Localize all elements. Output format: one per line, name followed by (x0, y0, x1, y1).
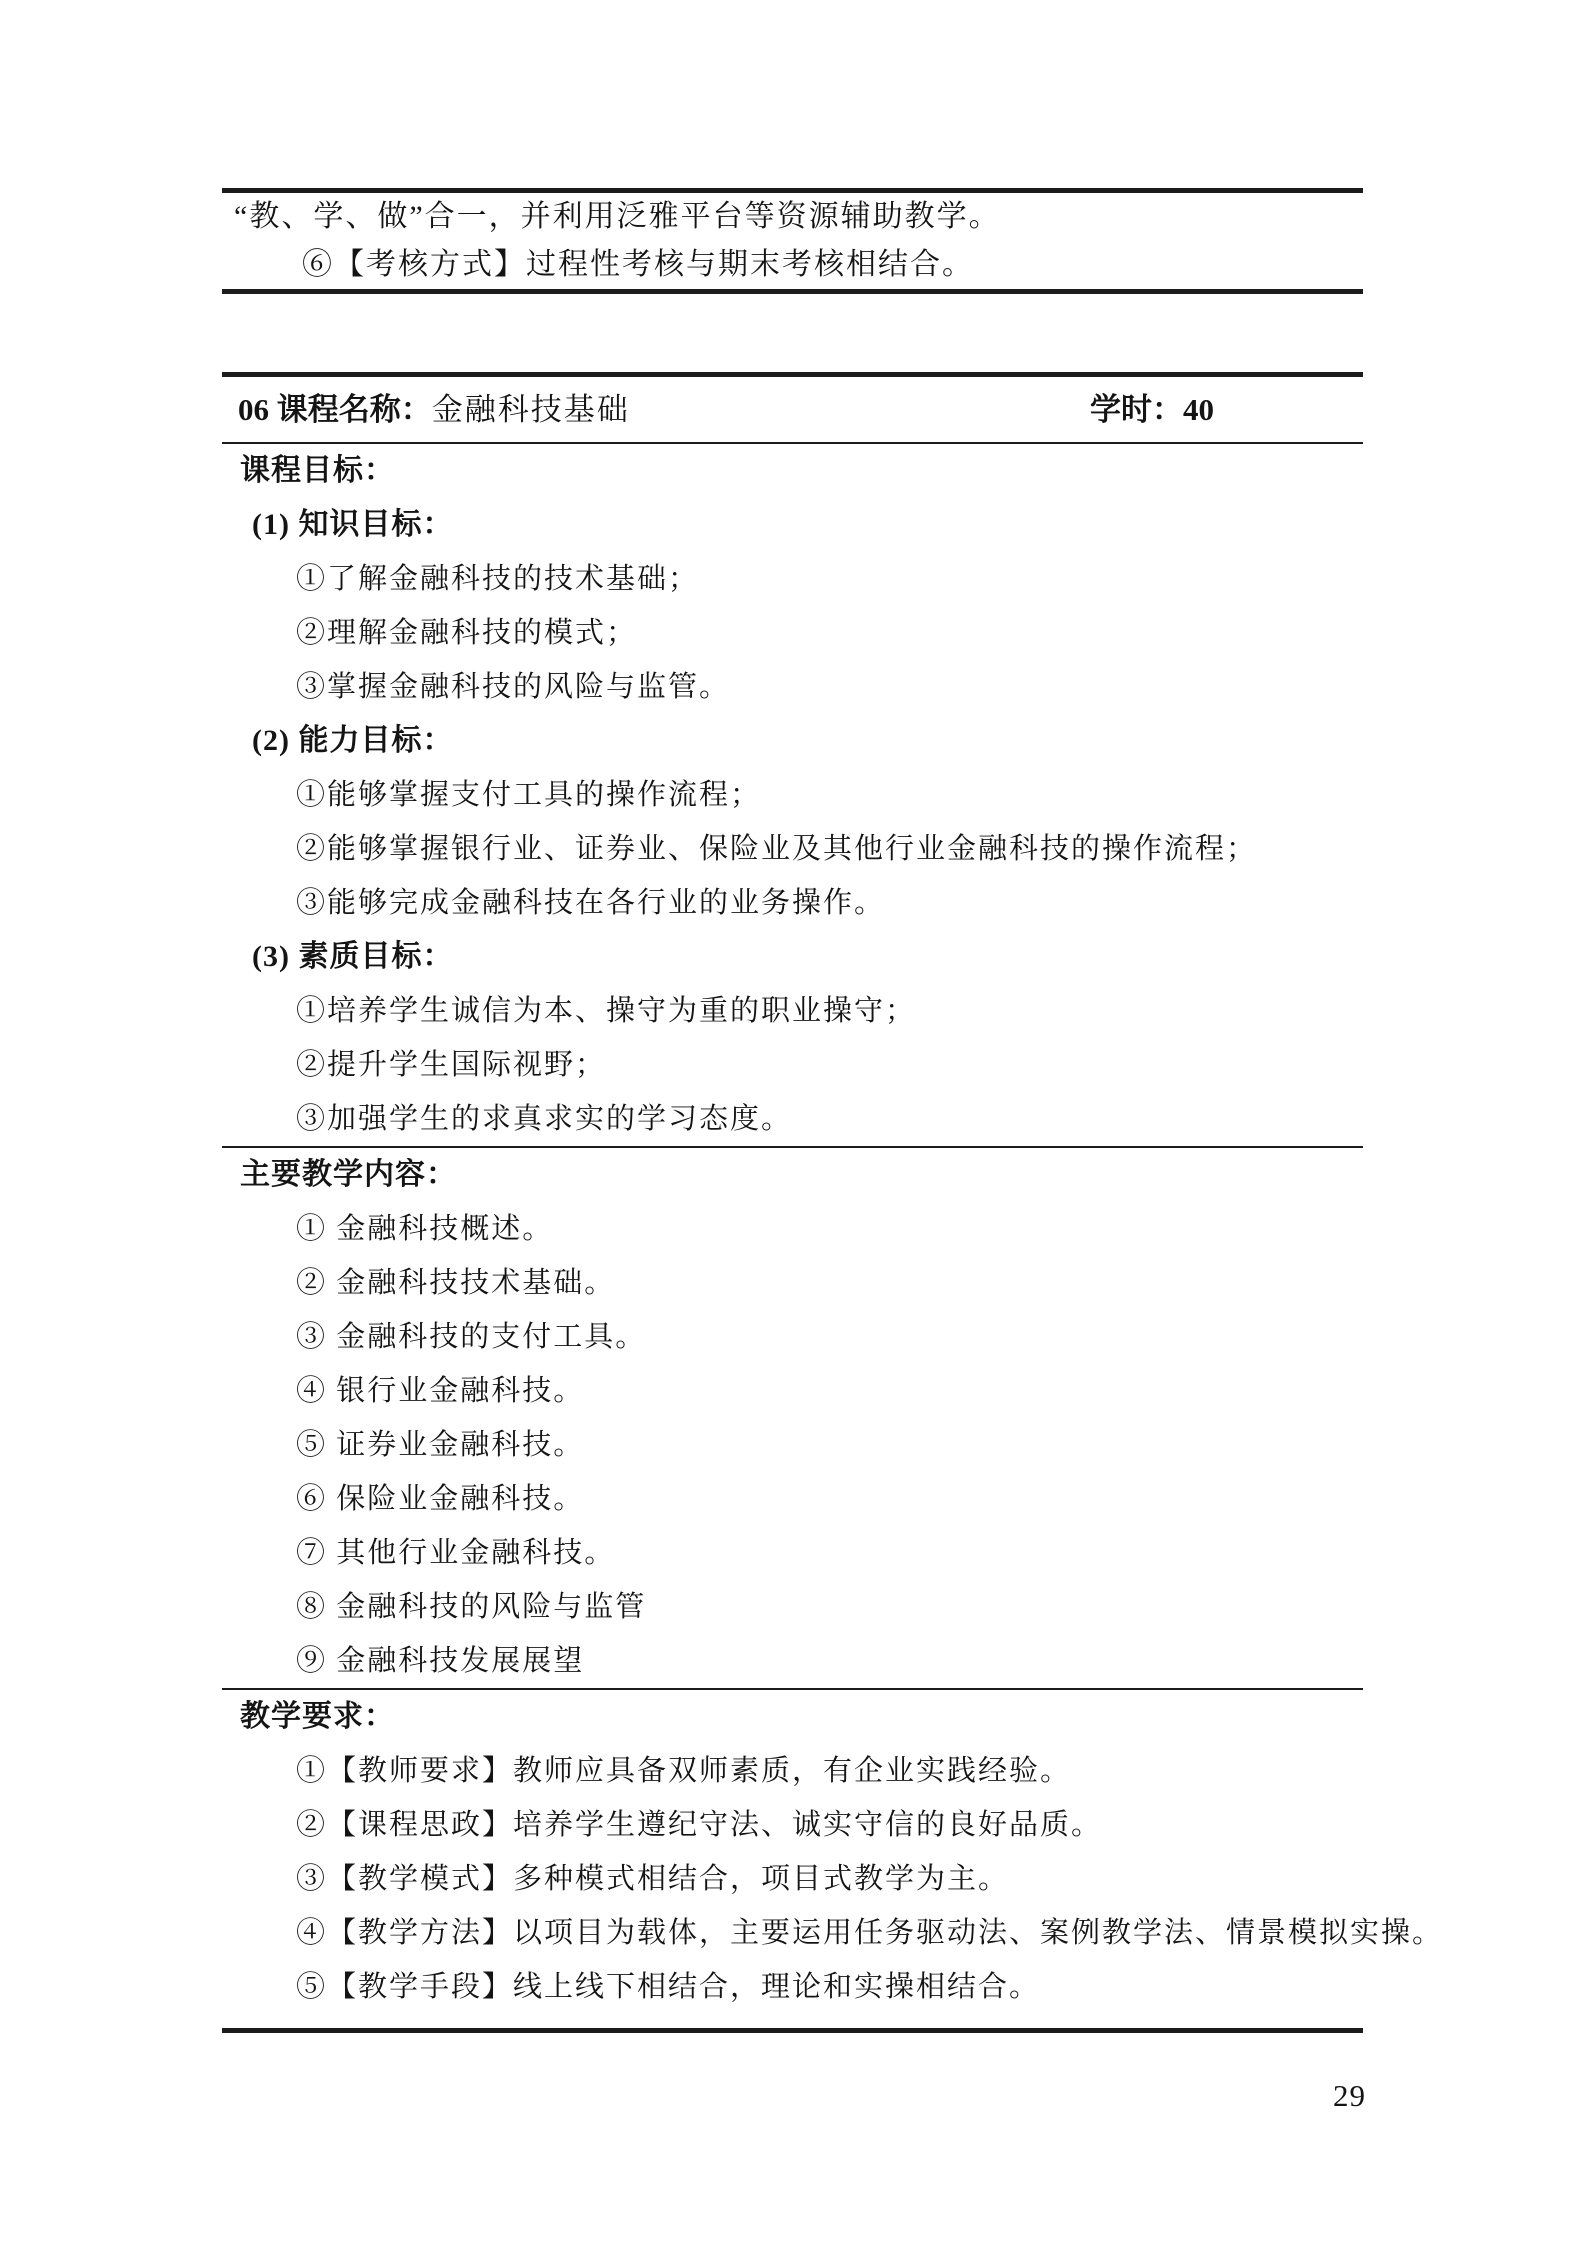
content-item: ⑧ 金融科技的风险与监管 (296, 1591, 647, 1623)
course-hours (1090, 377, 1214, 442)
course-06-table (222, 372, 1444, 2033)
objectives-ability-item: ①能够掌握支付工具的操作流程； (296, 779, 762, 811)
objectives-knowledge-item: ①了解金融科技的技术基础； (296, 563, 700, 595)
table-border-double-bottom (222, 2028, 1363, 2033)
content-item: ③ 金融科技的支付工具。 (296, 1321, 647, 1353)
content-item: ④ 银行业金融科技。 (296, 1375, 585, 1407)
course-name-label: 06 课程名称： (238, 392, 432, 427)
content-item: ⑥ 保险业金融科技。 (296, 1483, 585, 1515)
requirement-item: ①【教师要求】教师应具备双师素质，有企业实践经验。 (296, 1755, 1072, 1787)
objectives-ability-title: (2) 能力目标： (252, 724, 454, 757)
objectives-knowledge-item: ③掌握金融科技的风险与监管。 (296, 671, 731, 703)
paragraph-assessment-method: ⑥【考核方式】过程性考核与期末考核相结合。 (302, 248, 974, 281)
section-heading-content: 主要教学内容： (240, 1158, 457, 1191)
content-item: ② 金融科技技术基础。 (296, 1267, 616, 1299)
objectives-quality-title: (3) 素质目标： (252, 940, 454, 973)
section-heading-objectives: 课程目标： (240, 454, 395, 487)
requirement-item: ⑤【教学手段】线上线下相结合，理论和实操相结合。 (296, 1971, 1041, 2003)
objectives-ability-item: ③能够完成金融科技在各行业的业务操作。 (296, 887, 886, 919)
content-item: ⑤ 证券业金融科技。 (296, 1429, 585, 1461)
requirement-item: ③【教学模式】多种模式相结合，项目式教学为主。 (296, 1863, 1010, 1895)
previous-course-table-fragment (222, 188, 1363, 294)
objectives-knowledge-title: (1) 知识目标： (252, 508, 454, 541)
content-item: ⑦ 其他行业金融科技。 (296, 1537, 616, 1569)
requirement-item: ④【教学方法】以项目为载体，主要运用任务驱动法、案例教学法、情景模拟实操。 (296, 1917, 1444, 1949)
objectives-quality-item: ②提升学生国际视野； (296, 1049, 607, 1081)
content-item: ⑨ 金融科技发展展望 (296, 1645, 585, 1677)
course-name-value: 金融科技基础 (431, 392, 630, 427)
course-hours-label: 学时： (1090, 392, 1183, 427)
requirement-item: ②【课程思政】培养学生遵纪守法、诚实守信的良好品质。 (296, 1809, 1103, 1841)
course-header-row (222, 377, 1363, 442)
section-heading-requirements: 教学要求： (240, 1700, 395, 1733)
table-border-double-bottom (222, 289, 1363, 294)
course-hours-value: 40 (1183, 392, 1214, 427)
page-number: 29 (1333, 2078, 1366, 2113)
objectives-quality-item: ①培养学生诚信为本、操守为重的职业操守； (296, 995, 917, 1027)
paragraph-teaching-method: “教、学、做”合一，并利用泛雅平台等资源辅助教学。 (234, 200, 1001, 233)
objectives-knowledge-item: ②理解金融科技的模式； (296, 617, 638, 649)
objectives-quality-item: ③加强学生的求真求实的学习态度。 (296, 1103, 793, 1135)
content-item: ① 金融科技概述。 (296, 1213, 554, 1245)
table-bottom-padding (222, 2014, 1363, 2028)
objectives-ability-item: ②能够掌握银行业、证券业、保险业及其他行业金融科技的操作流程； (296, 833, 1258, 865)
